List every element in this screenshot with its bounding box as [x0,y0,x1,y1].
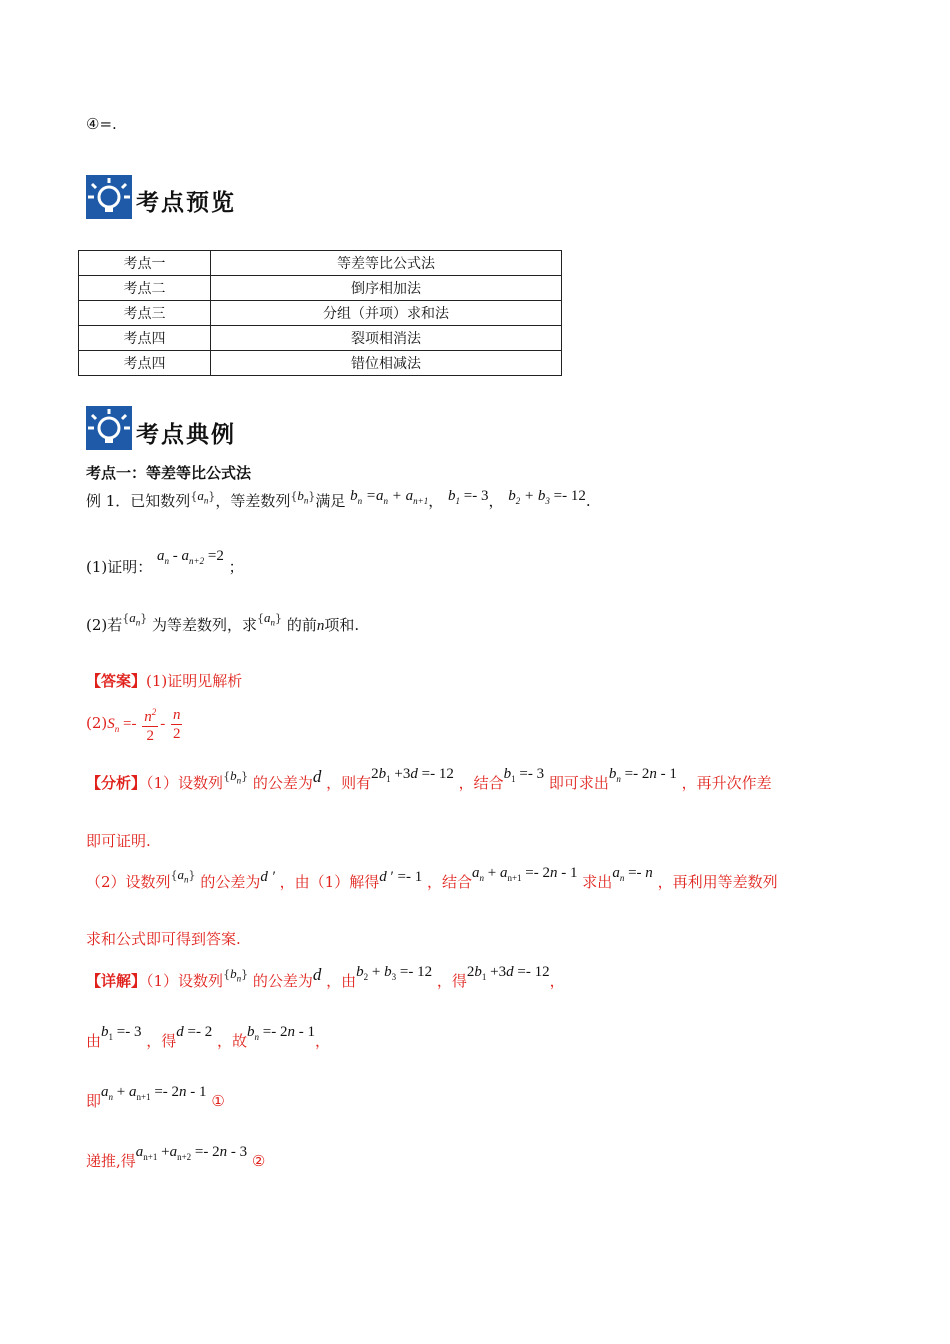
detail-line-1: 【详解】（1）设数列$^{\{}b_n^{\}}$ 的公差为d ，由$b_2 + b_3 =- 12$ ，得$2b_1 +3d =- 12$， [86,964,565,990]
analysis-line-4: 求和公式即可得到答案. [86,930,241,948]
section-title-preview: 考点预览 [136,189,236,216]
example-1-statement: 例 1．已知数列$^{\{}a_n^{\}}$，等差数列$^{\{}b_n^{\}}$满足 $b_n =a_n + a_{n+1}$， $b_1 =- 3$， $b_2 + b_3 =- 12$. [86,488,591,510]
answer-line: 【答案】(1)证明见解析 [86,672,243,690]
table-row: 考点四 裂项相消法 [79,326,562,351]
question-2: (2)若$^{\{}a_n^{\}}$ 为等差数列，求$^{\{}a_n^{\}}$ 的前n项和. [86,610,360,634]
section-title-examples: 考点典例 [136,421,236,448]
section-header-examples [86,406,132,454]
kp1-heading: 考点一：等差等比公式法 [86,464,252,482]
table-row: 考点四 错位相减法 [79,351,562,376]
lightbulb-icon [86,406,132,450]
analysis-line-2: 即可证明. [86,832,151,850]
table-row: 考点二 倒序相加法 [79,276,562,301]
question-1: (1)证明： $a_n - a_{n+2} =2$ ； [86,548,244,576]
answer-part2: $(2)S_n$ =- $\frac{n^2}{2}$ - $\frac{n}{2}$ [86,703,184,745]
analysis-line-1: 【分析】（1）设数列$^{\{}b_n^{\}}$ 的公差为d ，则有$2b_1 +3d =- 12$ ，结合$b_1 =- 3$ 即可求出$b_n =- 2n - 1$ ，再升次作差 [86,766,772,792]
lightbulb-icon [86,175,132,219]
detail-line-4: 递推,得$a_{n+1} +a_{n+2} =- 2n - 3$ ② [86,1144,266,1170]
top-line: ④=. [86,115,117,133]
table-row: 考点一 等差等比公式法 [79,251,562,276]
topics-table [78,250,562,376]
analysis-line-3: （2）设数列$^{\{}a_n^{\}}$ 的公差为d ′ ，由（1）解得d ′ =- 1 ，结合$a_n + a_{n+1} =- 2n - 1$ 求出$a_n =- n$ ，再利用等差数列 [86,865,778,891]
detail-line-2: 由$b_1 =- 3$ ，得d =- 2 ，故$b_n =- 2n - 1$， [86,1024,331,1050]
section-header-preview [86,175,132,223]
table-row: 考点三 分组（并项）求和法 [79,301,562,326]
detail-line-3: 即$a_n + a_{n+1} =- 2n - 1$ ① [86,1084,225,1110]
